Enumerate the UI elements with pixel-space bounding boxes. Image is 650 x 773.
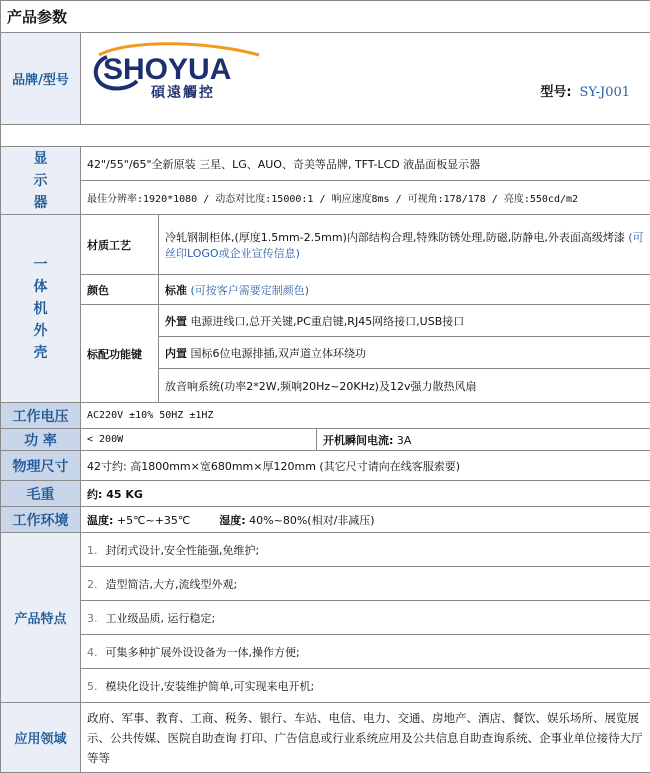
feature-row-5	[1, 669, 650, 703]
external-cell	[159, 305, 650, 337]
feature-item: 2. 造型简洁,大方,流线型外观;	[81, 567, 650, 601]
logo-cn-text: 碩遠觸控	[151, 84, 215, 101]
logo-wordmark: SHOYUA	[103, 53, 231, 86]
size-label: 物理尺寸	[1, 451, 81, 481]
power-row	[1, 429, 650, 451]
display-panel-text: 42"/55"/65"全新原装 三星、LG、AUO、奇美等品牌, TFT-LCD 液晶面板显示器	[81, 147, 650, 181]
feature-row-3	[1, 601, 650, 635]
material-cell	[159, 215, 650, 275]
voltage-label: 工作电压	[1, 403, 81, 429]
color-label: 颜色	[81, 275, 159, 305]
material-note: (可丝印LOGO或企业宣传信息)	[165, 231, 644, 260]
power-value: < 200W	[81, 429, 317, 451]
model-info	[540, 81, 630, 100]
feature-item: 3. 工业级品质, 运行稳定;	[81, 601, 650, 635]
model-label: 型号:	[540, 85, 571, 100]
surge-cell	[317, 429, 650, 451]
brand-row	[1, 33, 650, 125]
material-label: 材质工艺	[81, 215, 159, 275]
display-row-1	[1, 147, 650, 181]
power-label: 功 率	[1, 429, 81, 451]
env-label: 工作环境	[1, 507, 81, 533]
apps-label: 应用领域	[1, 703, 81, 773]
weight-row	[1, 481, 650, 507]
temp-value: +5℃~+35℃	[117, 514, 190, 527]
internal-cell	[159, 337, 650, 369]
weight-value: 约: 45 KG	[81, 481, 650, 507]
brand-cell	[81, 33, 650, 125]
display-label: 显示器	[1, 147, 81, 215]
shoyua-logo	[89, 41, 269, 101]
feature-item: 5. 模块化设计,安装维护简单,可实现来电开机;	[81, 669, 650, 703]
page-title: 产品参数	[1, 1, 650, 33]
humidity-label: 湿度:	[219, 514, 245, 527]
body-label: 一体机外壳	[1, 215, 81, 403]
feature-row-2	[1, 567, 650, 601]
voltage-value: AC220V ±10% 50HZ ±1HZ	[81, 403, 650, 429]
external-row	[1, 305, 650, 337]
color-row	[1, 275, 650, 305]
internal-text: 国标6位电源排插,双声道立体环绕功	[191, 347, 367, 360]
size-row	[1, 451, 650, 481]
feature-row-1	[1, 533, 650, 567]
env-row	[1, 507, 650, 533]
material-row	[1, 215, 650, 275]
feature-item: 4. 可集多种扩展外设设备为一体,操作方便;	[81, 635, 650, 669]
surge-value: 3A	[397, 434, 412, 447]
apps-row	[1, 703, 650, 773]
display-spec-text: 最佳分辨率:1920*1080 / 动态对比度:15000:1 / 响应速度8ms / 可视角:178/178 / 亮度:550cd/m2	[81, 181, 650, 215]
temp-label: 温度:	[87, 514, 113, 527]
color-note: (可按客户需要定制颜色)	[191, 284, 310, 297]
spacer-cell	[1, 125, 650, 147]
audio-text: 放音响系统(功率2*2W,频响20Hz~20KHz)及12v强力散热风扇	[159, 369, 650, 403]
function-label: 标配功能键	[81, 305, 159, 403]
model-value: SY-J001	[580, 85, 630, 100]
external-label: 外置	[165, 315, 187, 328]
display-row-2	[1, 181, 650, 215]
apps-value: 政府、军事、教育、工商、税务、银行、车站、电信、电力、交通、房地产、酒店、餐饮、娱乐场所、展览展示、公共传媒、医院自助查询 打印、广告信息或行业系统应用及公共信息自助查询系统、企事业单位接待大厅等等	[81, 703, 650, 773]
external-text: 电源进线口,总开关键,PC重启键,RJ45网络接口,USB接口	[191, 315, 465, 328]
humidity-value: 40%~80%(相对/非减压)	[249, 514, 374, 527]
internal-label: 内置	[165, 347, 187, 360]
spacer-row	[1, 125, 650, 147]
color-value: 标准	[165, 284, 187, 297]
env-cell	[81, 507, 650, 533]
size-value: 42寸约: 高1800mm×宽680mm×厚120mm (其它尺寸请向在线客服索要)	[81, 451, 650, 481]
title-row	[1, 1, 650, 33]
brand-label: 品牌/型号	[1, 33, 81, 125]
material-text: 冷轧钢制柜体,(厚度1.5mm-2.5mm)内部结构合理,特殊防锈处理,防磁,防静电,外表面高级烤漆	[165, 231, 625, 244]
surge-label: 开机瞬间电流:	[323, 434, 393, 447]
feature-item: 1. 封闭式设计,安全性能强,免维护;	[81, 533, 650, 567]
weight-label: 毛重	[1, 481, 81, 507]
feature-row-4	[1, 635, 650, 669]
color-cell	[159, 275, 650, 305]
voltage-row	[1, 403, 650, 429]
features-label: 产品特点	[1, 533, 81, 703]
